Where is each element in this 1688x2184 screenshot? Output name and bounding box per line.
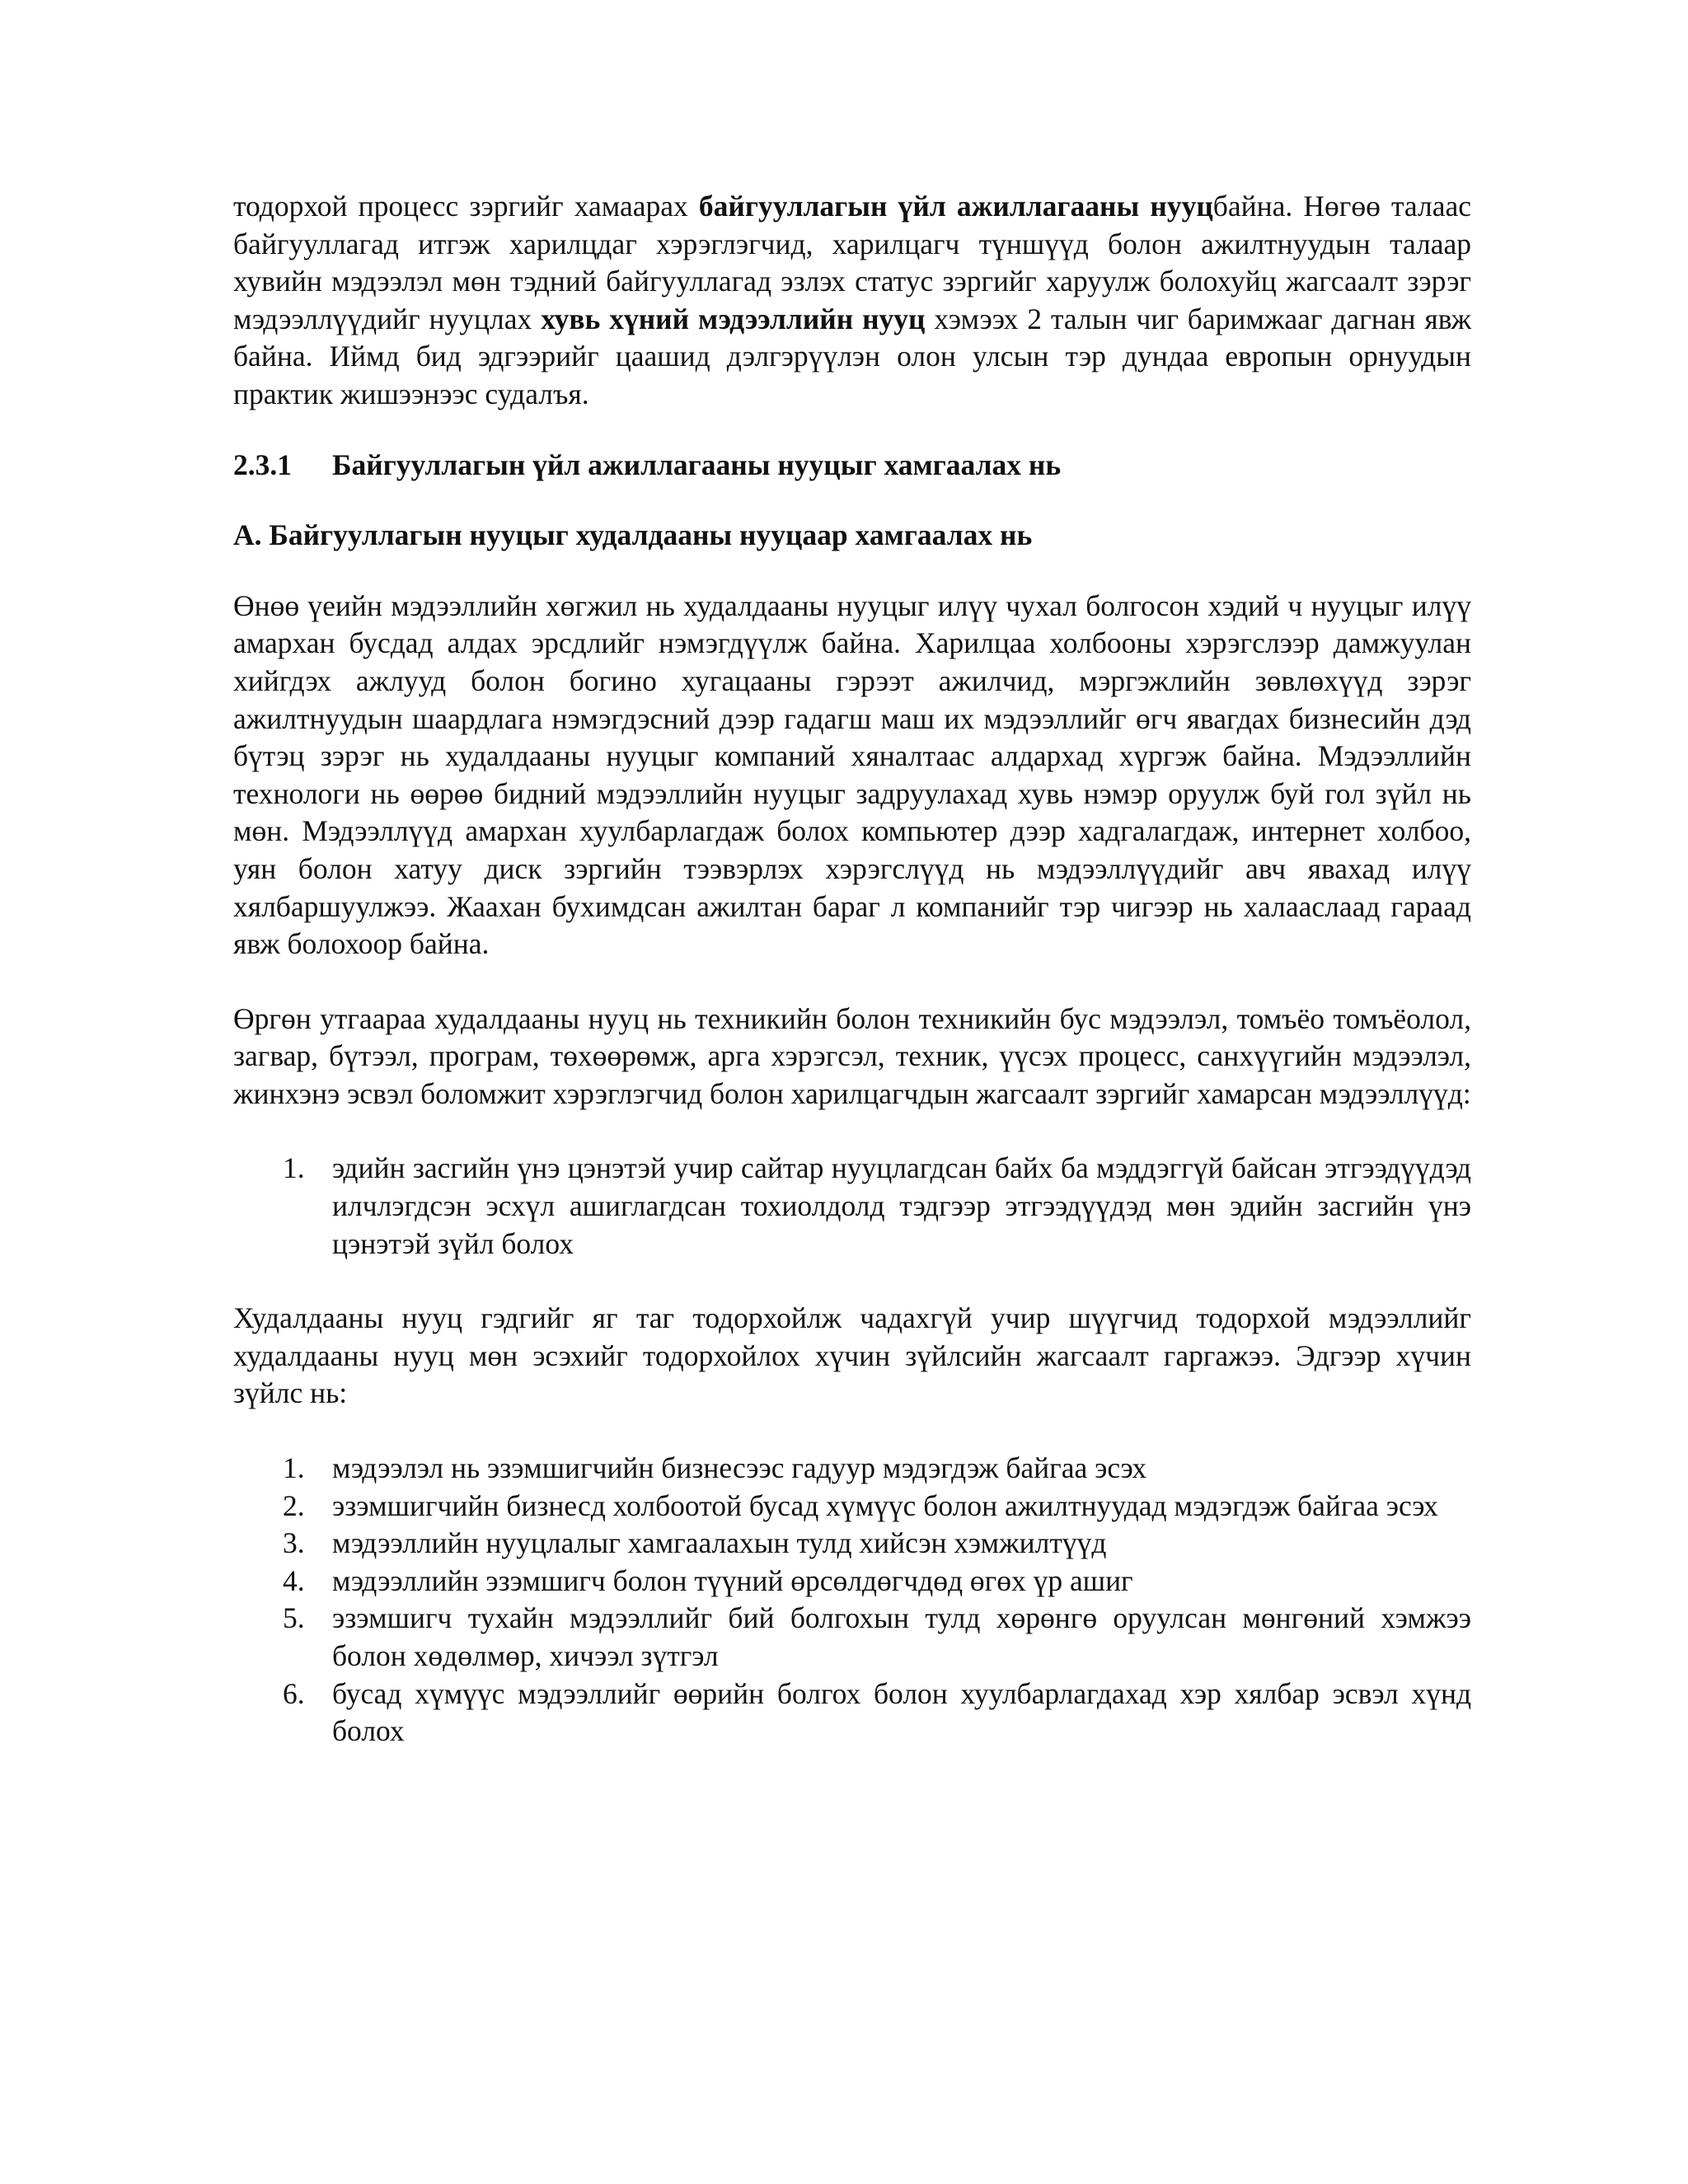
list-number: 3. xyxy=(283,1526,305,1560)
document-page xyxy=(233,188,1471,1750)
risk-paragraph: Өнөө үеийн мэдээллийн хөгжил нь худалдааны нууцыг илүү чухал болгосон хэдий ч нууцыг илүү амархан бусдад алдах эрсдлийг нэмэгдүүлж байна. Харилцаа холбооны хэрэгслээр дамжуулан хийгдэх ажлууд болон богино хугацааны гэрээт ажилчид, мэргэжлийн зөвлөхүүд зэрэг ажилтнуудын шаардлага нэмэгдэсний дээр гадагш маш их мэдээллийг өгч явагдах бизнесийн дэд бүтэц зэрэг нь худалдааны нууцыг компаний хяналтаас алдархад хүргэж байна. Мэдээллийн технологи нь өөрөө бидний мэдээллийн нууцыг задруулахад хувь нэмэр оруулж буй гол зүйл нь мөн. Мэдээллүүд амархан хуулбарлагдаж болох компьютер дээр хадгалагдаж, интернет холбоо, уян болон хатуу диск зэргийн тээвэрлэх хэрэгслүүд нь мэдээллүүдийг авч явахад илүү хялбаршуулжээ. Жаахан бухимдсан ажилтан бараг л компанийг тэр чигээр нь халааслаад гараад явж болохоор байна. xyxy=(233,588,1471,961)
subsection-heading: А. Байгууллагын нууцыг худалдааны нууцаар хамгаалах нь xyxy=(233,518,1033,552)
list-item xyxy=(233,1675,1471,1750)
list-item-text: мэдээллийн нууцлалыг хамгаалахын тулд хийсэн хэмжилтүүд xyxy=(332,1526,1107,1560)
intro-bold-2: хувь хүний мэдээллийн нууц xyxy=(541,302,926,335)
list-number: 1. xyxy=(283,1151,305,1185)
list-item-text: мэдээлэл нь эзэмшигчийн бизнесээс гадуур мэдэгдэж байгаа эсэх xyxy=(332,1451,1147,1485)
section-heading xyxy=(233,447,1471,485)
list-item-text: мэдээллийн эзэмшигч болон түүний өрсөлдөгчдөд өгөх үр ашиг xyxy=(332,1563,1133,1597)
list-number: 5. xyxy=(283,1601,305,1635)
list-number: 6. xyxy=(283,1676,305,1710)
intro-paragraph xyxy=(233,188,1471,414)
list-item-text: эзэмшигч тухайн мэдээллийг бий болгохын тулд хөрөнгө оруулсан мөнгөний хэмжээ болон хөдөлмөр, хичээл зүтгэл xyxy=(332,1601,1471,1672)
factors-intro-paragraph: Худалдааны нууц гэдгийг яг таг тодорхойлж чадахгүй учир шүүгчид тодорхой мэдээллийг худалдааны нууц мөн эсэхийг тодорхойлох хүчин зүйлсийн жагсаалт гаргажээ. Эдгээр хүчин зүйлс нь: xyxy=(233,1301,1471,1410)
list-item xyxy=(233,1450,1471,1488)
list-item-text: бусад хүмүүс мэдээллийг өөрийн болгох болон хуулбарлагдахад хэр хялбар эсвэл хүнд болох xyxy=(332,1676,1471,1748)
intro-text-1: тодорхой процесс зэргийг хамаарах xyxy=(233,190,699,223)
list-number: 1. xyxy=(283,1451,305,1485)
broad-definition-paragraph: Өргөн утгаараа худалдааны нууц нь техникийн болон техникийн бус мэдээлэл, томъёо томъёолол, загвар, бүтээл, програм, төхөөрөмж, арга хэрэгсэл, техник, үүсэх процесс, санхүүгийн мэдээлэл, жинхэнэ эсвэл боломжит хэрэглэгчид болон харилцагчдын жагсаалт зэргийг хамарсан мэдээллүүд: xyxy=(233,1001,1471,1110)
list-item xyxy=(233,1488,1471,1526)
list-item xyxy=(233,1525,1471,1563)
factors-list xyxy=(233,1450,1471,1750)
intro-text-3: хэмээх 2 талын чиг баримжааг дагнан явж байна. Иймд бид эдгээрийг цаашид дэлгэрүүлэн олон улсын тэр дундаа европын орнуудын практик жишээнээс судалъя. xyxy=(233,302,1472,410)
section-number: 2.3.1 xyxy=(233,448,292,481)
list-item-text: эдийн засгийн үнэ цэнэтэй учир сайтар нууцлагдсан байх ба мэддэггүй байсан этгээдүүдэд илчлэгдсэн эсхүл ашиглагдсан тохиолдолд тэдгээр этгээдүүдэд мөн эдийн засгийн үнэ цэнэтэй зүйл болох xyxy=(332,1151,1471,1260)
list-number: 2. xyxy=(283,1488,305,1522)
intro-bold-1: байгууллагын үйл ажиллагааны нууц xyxy=(698,190,1213,223)
intro-text-2: байна. Нөгөө талаас байгууллагад итгэж харилцдаг хэрэглэгчид, харилцагч түншүүд болон ажилтнуудын талаар хувийн мэдээлэл мөн тэдний байгууллагад эзлэх статус зэргийг харуулж болохуйц жагсаалт зэрэг мэдээллүүдийг нууцлах xyxy=(233,190,1471,335)
criteria-list-a xyxy=(233,1150,1471,1263)
list-item-text: эзэмшигчийн бизнесд холбоотой бусад хүмүүс болон ажилтнуудад мэдэгдэж байгаа эсэх xyxy=(332,1488,1438,1522)
list-item xyxy=(233,1600,1471,1675)
list-number: 4. xyxy=(283,1563,305,1597)
section-title: Байгууллагын үйл ажиллагааны нууцыг хамгаалах нь xyxy=(332,448,1062,481)
list-item xyxy=(233,1150,1471,1263)
list-item xyxy=(233,1563,1471,1601)
